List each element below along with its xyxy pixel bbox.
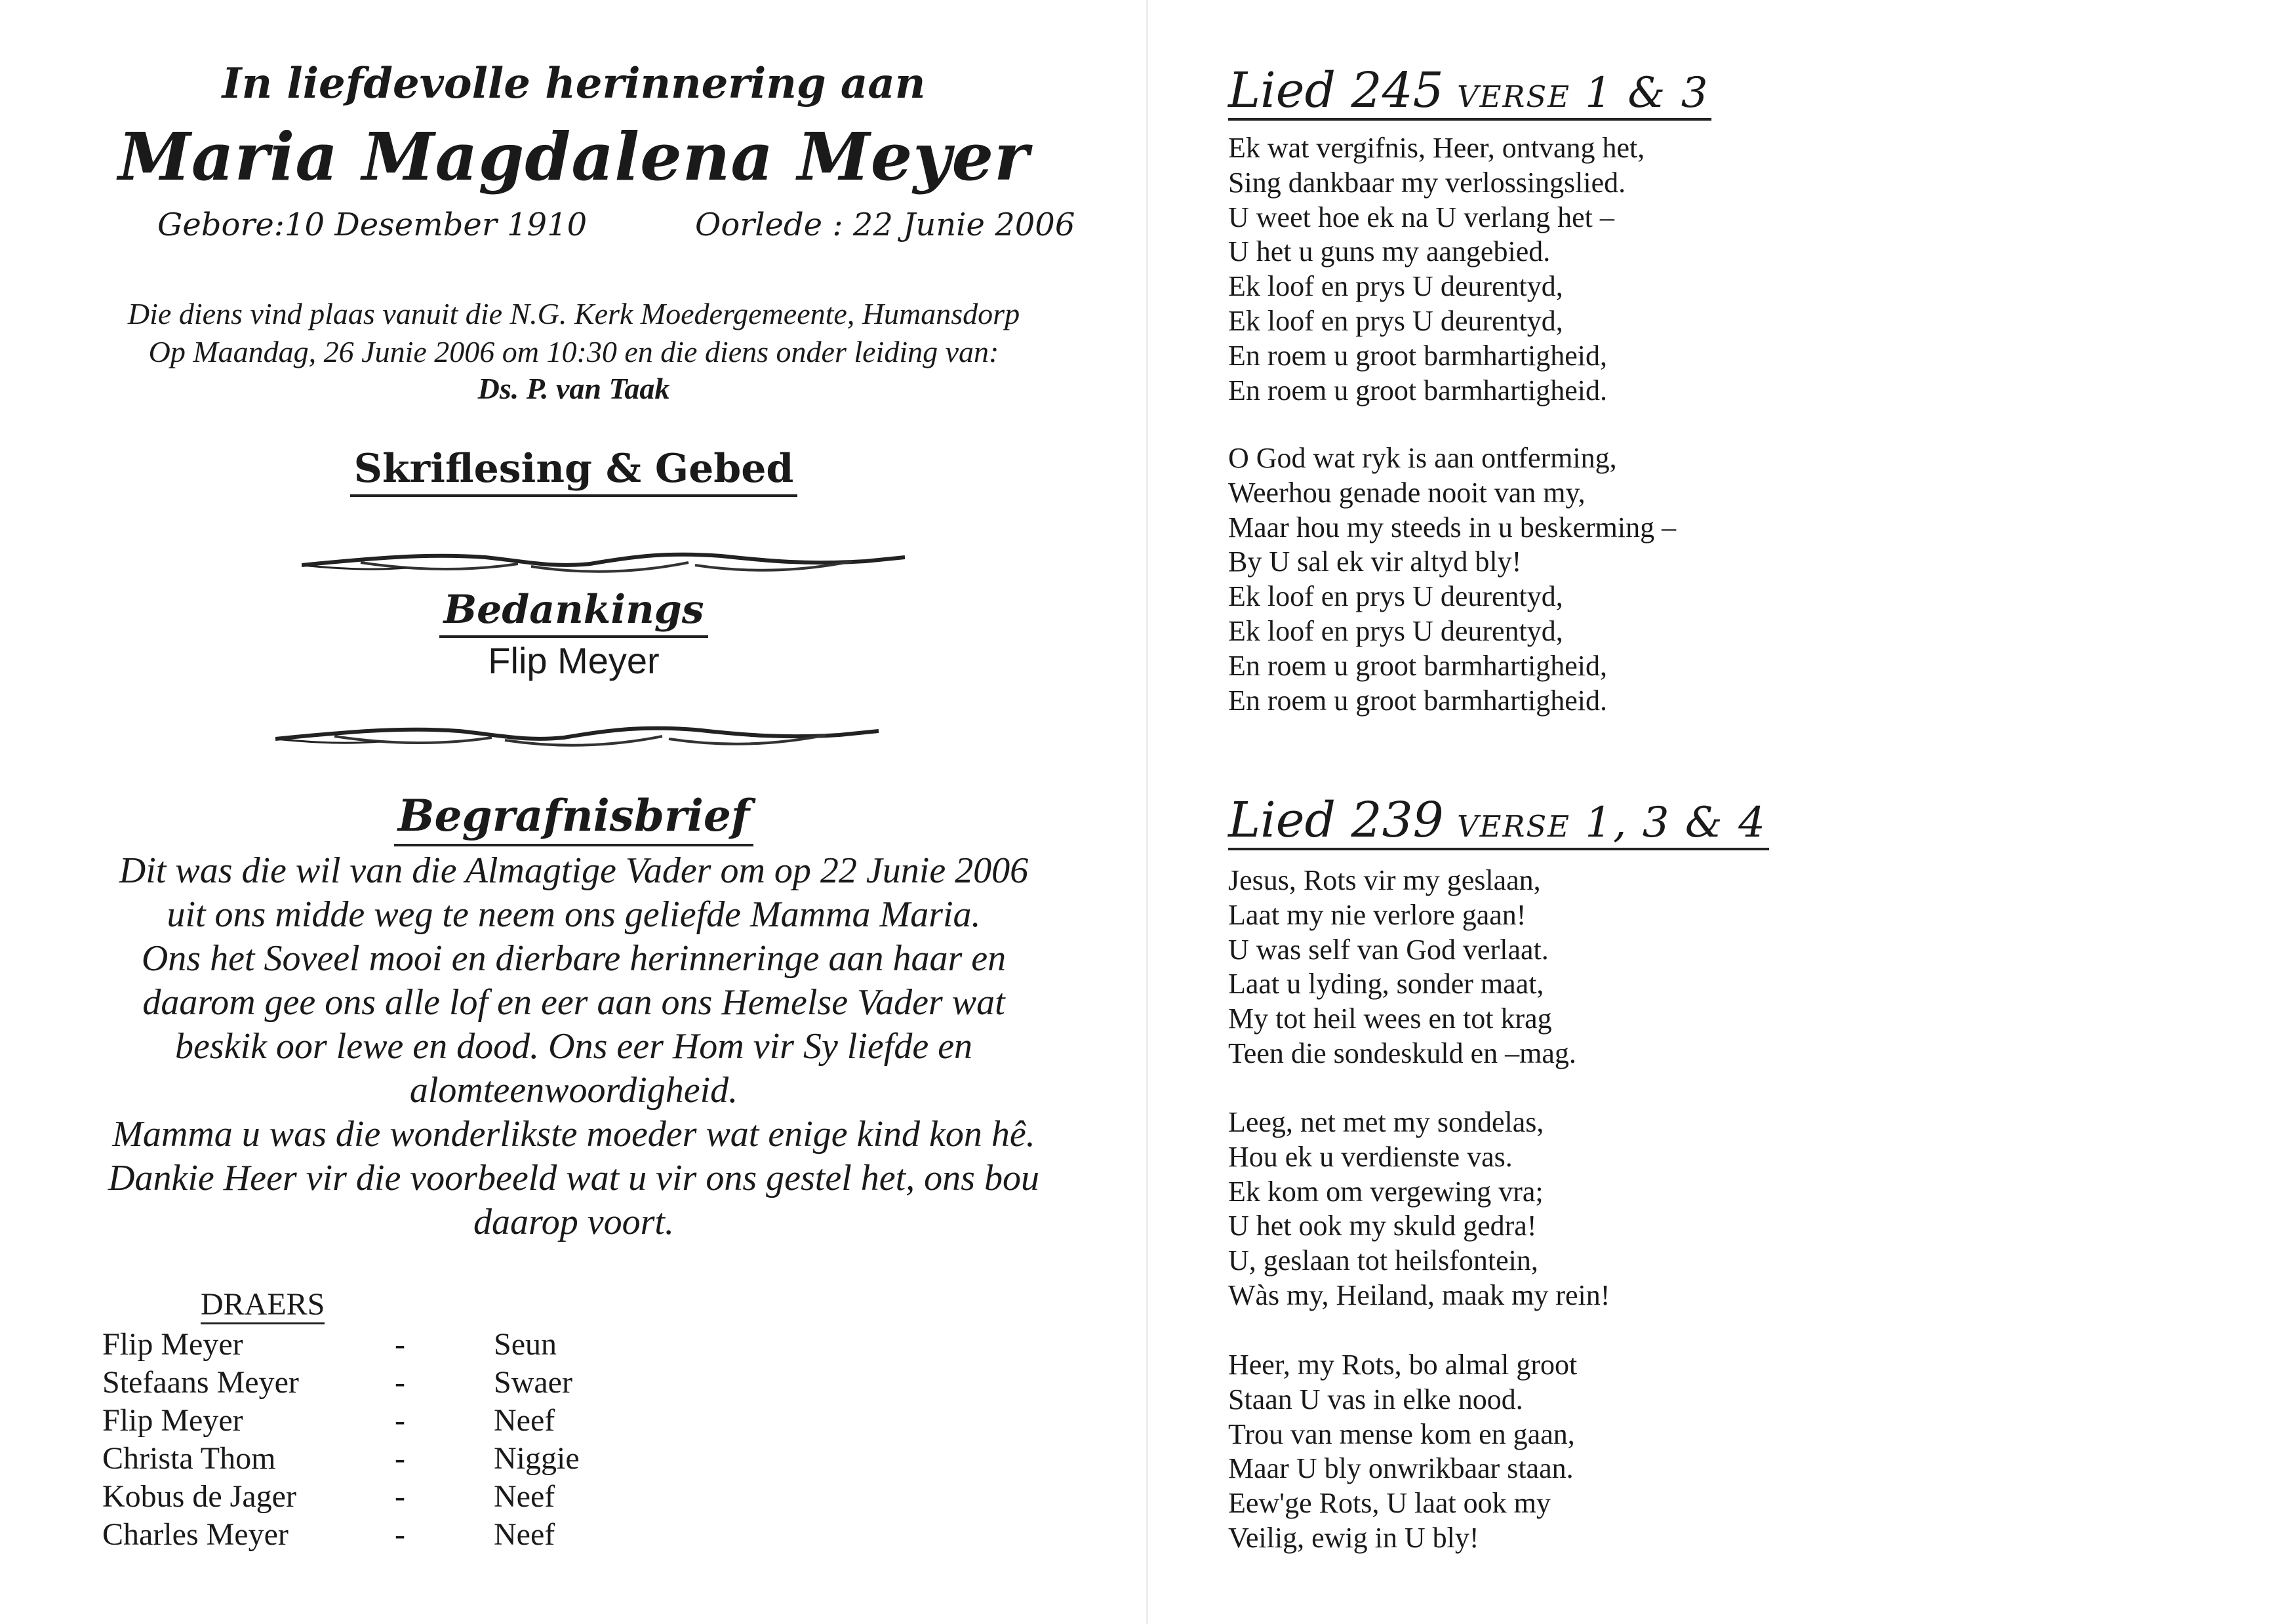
hymn-number: Lied 245	[1228, 62, 1444, 119]
scripture-heading: Skriflesing & Gebed	[350, 446, 798, 497]
hymn-stanza	[1228, 863, 1576, 1071]
hymn-line: Laat my nie verlore gaan!	[1228, 898, 1527, 931]
letter-line: daarom gee ons alle lof en eer aan ons Hemelse Vader wat	[142, 982, 1005, 1023]
hymn-stanza	[1228, 441, 1676, 718]
bearer-name: Stefaans Meyer	[102, 1365, 299, 1400]
letter-line: daarop voort.	[473, 1202, 674, 1242]
hymn-line: Heer, my Rots, bo almal groot	[1228, 1349, 1578, 1381]
bearer-name: Flip Meyer	[102, 1327, 243, 1362]
hymn-line: Staan U vas in elke nood.	[1228, 1383, 1523, 1416]
bearer-name: Christa Thom	[102, 1441, 276, 1476]
hymn-line: Ek wat vergifnis, Heer, ontvang het,	[1228, 132, 1645, 164]
bearer-name: Flip Meyer	[102, 1403, 243, 1438]
memorial-intro: In liefdevolle herinnering aan	[222, 59, 926, 108]
hymn-line: Ek kom om vergewing vra;	[1228, 1175, 1544, 1208]
thanks-heading: Bedankings	[439, 587, 708, 638]
hymn-line: Sing dankbaar my verlossingslied.	[1228, 166, 1626, 199]
hymn-line: U weet hoe ek na U verlang het –	[1228, 201, 1614, 233]
hymn-line: En roem u groot barmhartigheid,	[1228, 339, 1607, 372]
ornament-divider-top	[302, 538, 905, 590]
service-minister: Ds. P. van Taak	[477, 372, 670, 405]
hymn-line: Ek loof en prys U deurentyd,	[1228, 580, 1563, 613]
thanks-name: Flip Meyer	[488, 640, 660, 681]
funeral-letter	[0, 849, 1148, 1244]
letter-heading: Begrafnisbrief	[394, 790, 753, 846]
hymn-line: Eew'ge Rots, U laat ook my	[1228, 1487, 1551, 1520]
letter-line: alomteenwoordigheid.	[409, 1070, 738, 1111]
bearer-relation: Neef	[494, 1479, 555, 1514]
bearer-name: Kobus de Jager	[102, 1479, 296, 1514]
hymn-line: Hou ek u verdienste vas.	[1228, 1140, 1513, 1173]
hymn-title	[1228, 792, 1769, 850]
bearer-relation: Niggie	[494, 1441, 580, 1476]
hymn-number: Lied 239	[1228, 792, 1444, 848]
bearer-relation: Neef	[494, 1517, 555, 1552]
bearer-relation: Seun	[494, 1327, 557, 1362]
ornament-divider-bottom	[275, 711, 879, 764]
hymn-line: Weerhou genade nooit van my,	[1228, 476, 1586, 509]
hymn-line: By U sal ek vir altyd bly!	[1228, 545, 1522, 578]
hymn-title	[1228, 62, 1711, 121]
bearer-dash: -	[395, 1441, 405, 1476]
hymn-line: Trou van mense kom en gaan,	[1228, 1417, 1575, 1450]
hymn-line: Maar U bly onwrikbaar staan.	[1228, 1452, 1574, 1485]
hymn-line: O God wat ryk is aan ontferming,	[1228, 442, 1617, 474]
deceased-name: Maria Magdalena Meyer	[118, 118, 1029, 195]
birth-date: Gebore:10 Desember 1910	[157, 207, 588, 243]
hymn-line: Jesus, Rots vir my geslaan,	[1228, 864, 1541, 896]
hymn-line: En roem u groot barmhartigheid.	[1228, 374, 1607, 406]
bearer-dash: -	[395, 1365, 405, 1400]
hymn-verses: verse 1, 3 & 4	[1457, 799, 1766, 847]
hymn-line: U, geslaan tot heilsfontein,	[1228, 1244, 1538, 1277]
letter-line: Ons het Soveel mooi en dierbare herinneringe aan haar en	[141, 938, 1007, 979]
letter-line: beskik oor lewe en dood. Ons eer Hom vir Sy liefde en	[174, 1026, 973, 1067]
bearer-name: Charles Meyer	[102, 1517, 289, 1552]
letter-heading-box	[0, 790, 1148, 846]
right-page	[1148, 0, 2295, 1624]
bearer-dash: -	[395, 1479, 405, 1514]
hymn-line: En roem u groot barmhartigheid,	[1228, 649, 1607, 682]
hymn-line: Teen die sondeskuld en –mag.	[1228, 1037, 1576, 1069]
bearer-dash: -	[395, 1517, 405, 1552]
hymn-stanza	[1228, 1348, 1577, 1556]
bearer-relation: Neef	[494, 1403, 555, 1438]
bearer-relation: Swaer	[494, 1365, 572, 1400]
hymn-line: U was self van God verlaat.	[1228, 933, 1549, 966]
hymn-line: U het ook my skuld gedra!	[1228, 1210, 1537, 1242]
hymn-line: Veilig, ewig in U bly!	[1228, 1521, 1479, 1554]
bearer-dash: -	[395, 1403, 405, 1438]
service-time: Op Maandag, 26 Junie 2006 om 10:30 en die diens onder leiding van:	[148, 335, 999, 368]
hymn-line: Ek loof en prys U deurentyd,	[1228, 614, 1563, 647]
hymn-verses: verse 1 & 3	[1457, 69, 1709, 117]
hymn-stanza	[1228, 1105, 1610, 1313]
letter-line: Mamma u was die wonderlikste moeder wat enige kind kon hê.	[112, 1114, 1035, 1155]
hymn-line: Ek loof en prys U deurentyd,	[1228, 270, 1563, 303]
hymn-stanza	[1228, 131, 1645, 408]
letter-line: uit ons midde weg te neem ons geliefde Mamma Maria.	[167, 894, 981, 935]
hymn-line: My tot heil wees en tot krag	[1228, 1002, 1552, 1035]
letter-line: Dit was die wil van die Almagtige Vader om op 22 Junie 2006	[119, 850, 1029, 891]
hymn-line: Leeg, net met my sondelas,	[1228, 1106, 1544, 1138]
scripture-heading-box	[0, 446, 1148, 497]
hymn-line: En roem u groot barmhartigheid.	[1228, 684, 1607, 717]
death-date: Oorlede : 22 Junie 2006	[695, 207, 1075, 243]
hymn-line: Ek loof en prys U deurentyd,	[1228, 304, 1563, 337]
thanks-heading-box	[0, 587, 1148, 638]
service-location: Die diens vind plaas vanuit die N.G. Kerk Moedergemeente, Humansdorp	[127, 297, 1020, 330]
hymn-line: Laat u lyding, sonder maat,	[1228, 968, 1544, 1000]
bearer-dash: -	[395, 1327, 405, 1362]
hymn-line: U het u guns my aangebied.	[1228, 235, 1551, 268]
letter-line: Dankie Heer vir die voorbeeld wat u vir ons gestel het, ons bou	[108, 1158, 1039, 1198]
hymn-line: Maar hou my steeds in u beskerming –	[1228, 511, 1677, 544]
bearers-heading: DRAERS	[201, 1287, 325, 1324]
service-details	[0, 295, 1148, 371]
hymn-line: Wàs my, Heiland, maak my rein!	[1228, 1278, 1610, 1311]
